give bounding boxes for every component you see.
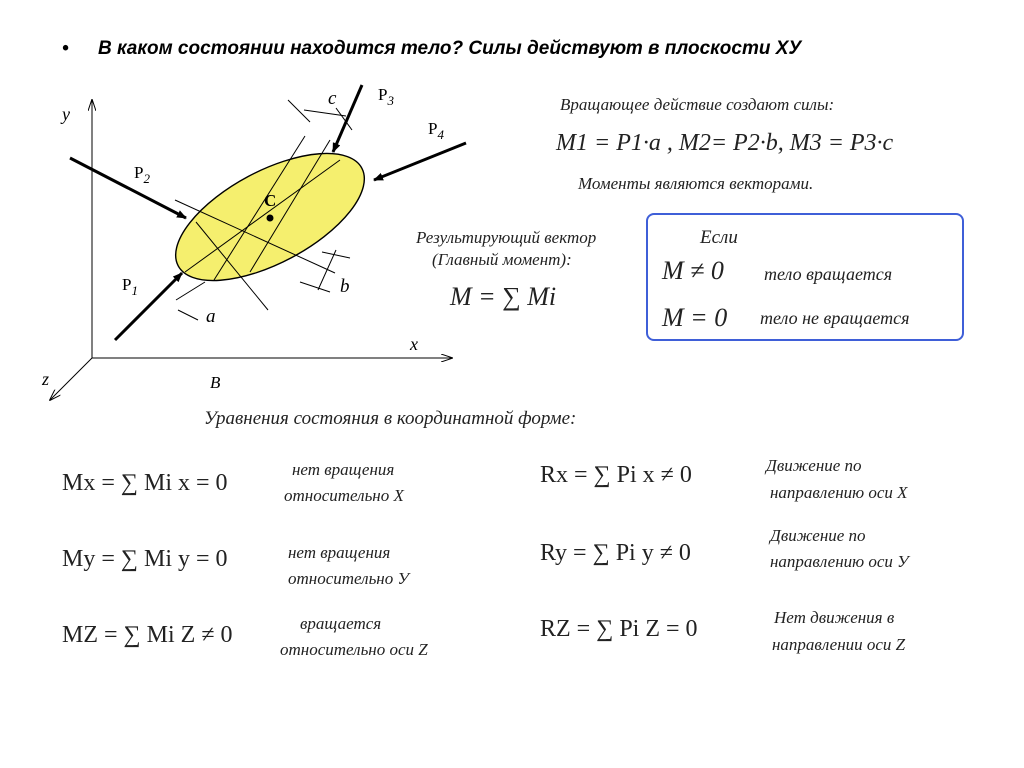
center-label: C bbox=[264, 191, 277, 210]
box-row1-text: тело вращается bbox=[764, 264, 893, 284]
z-axis bbox=[50, 358, 92, 400]
equation-rx-note1: Движение по bbox=[766, 456, 862, 475]
arm-a-label: a bbox=[206, 306, 216, 327]
force-p2-label: $P_2$ bbox=[134, 163, 150, 186]
vectors-note: Моменты являются векторами. bbox=[578, 174, 814, 193]
arm-a-tick bbox=[178, 310, 198, 320]
center-point bbox=[267, 215, 274, 222]
equation-my-note2: относительно У bbox=[288, 569, 409, 588]
arm-b-dim bbox=[318, 250, 336, 290]
box-row2-formula: M = 0 bbox=[662, 303, 728, 332]
equation-mx-note2: относительно Х bbox=[284, 486, 404, 505]
equations-heading: Уравнения состояния в координатной форме: bbox=[204, 408, 577, 429]
origin-label: B bbox=[210, 373, 221, 392]
moments-formula: M1 = P1·a , M2= P2·b, M3 = P3·c bbox=[556, 130, 894, 156]
z-axis-label: z bbox=[42, 369, 50, 389]
equation-mz-note2: относительно оси Z bbox=[280, 640, 428, 659]
force-diagram bbox=[0, 0, 480, 410]
equation-my-note1: нет вращения bbox=[288, 543, 391, 562]
equation-ry: Ry = ∑ Pi y ≠ 0 bbox=[540, 540, 691, 566]
force-p4-arrow bbox=[374, 143, 466, 180]
arm-b-label: b bbox=[340, 276, 350, 297]
force-p1-label: $P_1$ bbox=[122, 275, 138, 298]
equation-mx: Mx = ∑ Mi x = 0 bbox=[62, 470, 228, 496]
arm-a-dim bbox=[176, 282, 205, 300]
equation-mz-note1: вращается bbox=[300, 614, 382, 633]
arm-c-label: c bbox=[328, 88, 337, 109]
bullet: • bbox=[62, 38, 69, 59]
box-row1-formula: M ≠ 0 bbox=[662, 256, 724, 285]
equation-rz-note2: направлении оси Z bbox=[772, 635, 906, 654]
equation-my: My = ∑ Mi y = 0 bbox=[62, 546, 228, 572]
resultant-label-2: (Главный момент): bbox=[432, 250, 572, 269]
equation-mz: MZ = ∑ Mi Z ≠ 0 bbox=[62, 622, 233, 648]
y-axis-label: y bbox=[62, 104, 70, 124]
arm-c-tick1 bbox=[288, 100, 310, 122]
force-p3-arrow bbox=[333, 85, 362, 152]
rotation-text: Вращающее действие создают силы: bbox=[560, 95, 835, 114]
arm-b-tick1 bbox=[322, 252, 350, 258]
box-row2-text: тело не вращается bbox=[760, 308, 910, 328]
equation-mx-note1: нет вращения bbox=[292, 460, 395, 479]
arm-b-tick2 bbox=[300, 282, 330, 292]
equation-ry-note2: направлению оси У bbox=[770, 552, 909, 571]
main-moment-formula: M = ∑ Mi bbox=[450, 282, 557, 311]
box-heading: Если bbox=[700, 227, 738, 248]
force-p2-arrow bbox=[70, 158, 186, 218]
force-p4-label: $P_4$ bbox=[428, 119, 444, 142]
x-axis-label: x bbox=[410, 334, 418, 354]
equation-rx: Rx = ∑ Pi x ≠ 0 bbox=[540, 462, 692, 488]
resultant-label-1: Результирующий вектор bbox=[416, 228, 597, 247]
equation-ry-note1: Движение по bbox=[770, 526, 866, 545]
equation-rx-note2: направлению оси Х bbox=[770, 483, 908, 502]
equation-rz-note1: Нет движения в bbox=[774, 608, 895, 627]
title-text: В каком состоянии находится тело? Силы действуют в плоскости ХУ bbox=[97, 38, 802, 59]
equation-rz: RZ = ∑ Pi Z = 0 bbox=[540, 616, 698, 642]
force-p3-label: $P_3$ bbox=[378, 85, 394, 108]
